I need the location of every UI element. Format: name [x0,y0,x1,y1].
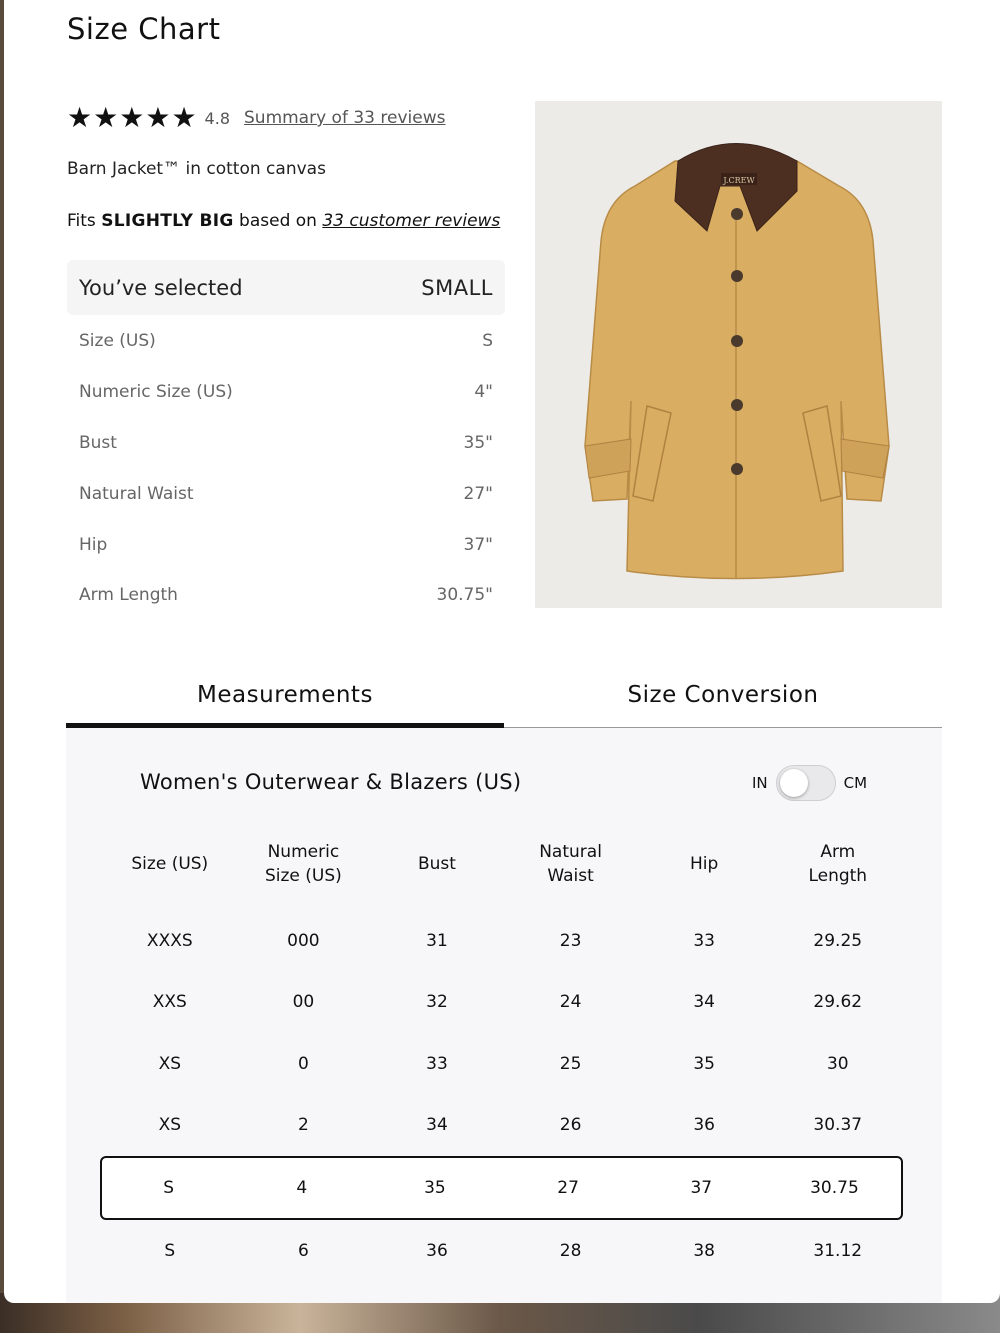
table-cell: 33 [426,1053,448,1074]
fit-emphasis: SLIGHTLY BIG [101,211,234,231]
star-rating [67,101,197,134]
table-cell: 29.62 [813,992,863,1013]
tab-measurements[interactable]: Measurements [66,668,504,728]
table-cell: 36 [693,1115,715,1136]
table-cell: 34 [426,1115,448,1136]
star-icon: ★ [93,101,119,134]
brand-label: J.CREW [723,176,755,185]
spec-label: Arm Length [79,585,178,606]
column-header: Natural Waist [539,842,602,886]
spec-label: Natural Waist [79,483,194,504]
star-icon: ★ [145,101,171,134]
table-cell: XXS [152,992,187,1013]
spec-row-numeric-size [67,367,505,418]
table-cell: 00 [292,992,315,1013]
product-name: Barn Jacket™ in cotton canvas [67,159,326,179]
column-header: Arm Length [808,842,868,886]
unit-toggle [752,765,867,801]
table-cell: 30.37 [813,1115,863,1136]
table-title: Women's Outerwear & Blazers (US) [140,770,522,794]
rating-summary [67,101,446,134]
table-cell: 26 [559,1115,582,1136]
size-chart-tabs [66,668,942,728]
size-table [103,836,905,1282]
table-cell: 29.25 [813,930,863,951]
customer-reviews-link[interactable]: 33 customer reviews [322,211,501,231]
spec-label: Size (US) [79,331,156,352]
column-header: Numeric Size (US) [264,842,342,886]
selected-value: SMALL [421,275,493,300]
rating-value: 4.8 [204,108,230,128]
spec-label: Hip [79,534,108,555]
table-cell: 34 [693,992,715,1013]
spec-row-bust [67,418,505,469]
table-cell: 35 [424,1178,446,1198]
unit-cm-label: CM [843,774,868,792]
product-image [535,101,942,608]
column-header: Bust [418,854,456,874]
table-row [103,1220,905,1282]
spec-value: 4" [474,382,493,403]
star-icon: ★ [119,101,145,134]
table-row [103,972,905,1034]
table-cell: 31.12 [813,1240,863,1261]
barn-jacket-illustration [535,101,942,608]
table-cell: 24 [559,992,582,1013]
table-header-row [103,836,905,892]
table-cell: 4 [296,1178,308,1198]
table-cell: 30.75 [810,1178,859,1198]
measurements-panel [66,728,942,1303]
spec-row-arm-length [67,570,505,621]
modal-title: Size Chart [67,12,221,46]
spec-row-natural-waist [67,468,505,519]
table-cell: S [163,1178,174,1198]
table-cell: 35 [693,1053,715,1074]
spec-label: Numeric Size (US) [79,382,233,403]
table-cell: 38 [693,1240,715,1261]
table-cell: 30 [826,1053,849,1074]
table-cell: 28 [559,1240,582,1261]
table-row [103,1095,905,1157]
fit-prefix: Fits [67,211,102,231]
spec-value: 35" [463,432,493,453]
table-cell: 37 [690,1178,713,1198]
spec-value: S [482,331,493,352]
star-icon: ★ [67,101,93,134]
size-chart-modal [4,0,1000,1303]
table-cell: 33 [693,930,715,951]
fit-middle: based on [233,211,323,231]
fit-summary [67,211,500,231]
spec-label: Bust [79,432,117,453]
spec-row-size [67,316,505,367]
switch-knob [780,769,808,797]
reviews-summary-link[interactable]: Summary of 33 reviews [244,108,446,128]
star-icon: ★ [171,101,197,134]
spec-row-hip [67,519,505,570]
table-cell: 36 [426,1240,448,1261]
selected-label: You’ve selected [79,275,243,300]
tab-size-conversion[interactable]: Size Conversion [504,668,942,728]
table-cell: 32 [426,992,448,1013]
table-cell: 6 [297,1240,309,1261]
table-row-selected [100,1156,903,1220]
table-cell: 31 [426,930,448,951]
table-cell: 27 [557,1178,579,1198]
table-cell: S [164,1240,176,1261]
unit-switch[interactable] [776,765,836,801]
table-cell: XS [158,1115,182,1136]
column-header: Size (US) [131,854,209,874]
table-cell: XXXS [146,930,193,951]
table-cell: 25 [559,1053,582,1074]
table-row [103,1033,905,1095]
table-row [103,910,905,972]
spec-value: 37" [463,534,493,555]
selected-size-specs [67,316,505,621]
table-cell: XS [158,1053,182,1074]
table-cell: 2 [297,1115,309,1136]
column-header: Hip [690,854,719,874]
table-cell: 0 [297,1053,309,1074]
spec-value: 30.75" [436,585,493,606]
unit-in-label: IN [752,774,768,792]
table-cell: 23 [559,930,582,951]
table-cell: 000 [287,930,320,951]
selected-size-box [67,260,505,315]
spec-value: 27" [463,483,493,504]
